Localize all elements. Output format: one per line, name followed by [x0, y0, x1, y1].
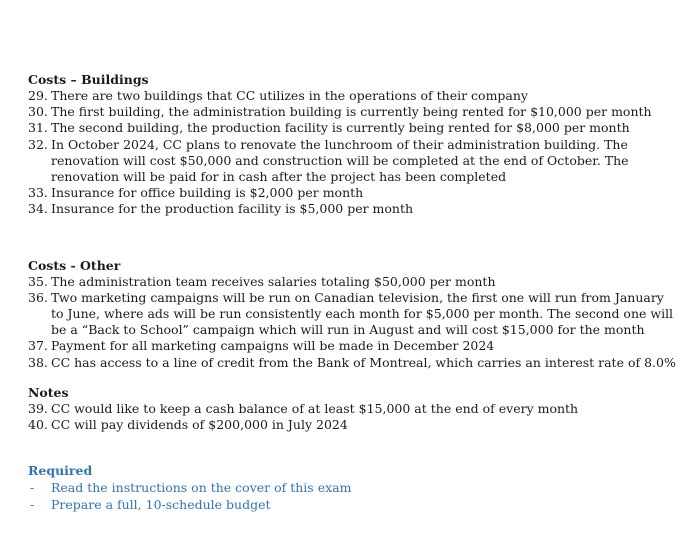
item-number: 31. [28, 120, 48, 136]
item-number: 30. [28, 104, 48, 120]
item-number: 34. [28, 201, 48, 217]
section-title-notes: Notes [28, 384, 69, 400]
spacer [28, 218, 678, 258]
item-text: Two marketing campaigns will be run on Canadian television, the first one will run from January to June, where ads will be run consistently each month for $5,000 per month. The second one will be a “Back to School” campaign which will run in August and will cost $15,000 for the month [51, 289, 674, 338]
buildings-list [28, 88, 678, 218]
list-item [28, 120, 678, 136]
list-item [28, 401, 678, 417]
required-list [28, 479, 678, 513]
item-text: The second building, the production facility is currently being rented for $8,000 per month [51, 120, 630, 136]
list-item [28, 479, 678, 496]
item-text: The first building, the administration building is currently being rented for $10,000 per month [51, 104, 652, 120]
bullet-dash: - [30, 497, 35, 513]
item-text: In October 2024, CC plans to renovate the lunchroom of their administration building. The renovation will cost $50,000 and construction will be completed at the end of October. The renovation will be paid for in cash after the project has been completed [51, 136, 629, 185]
item-number: 33. [28, 185, 48, 201]
item-text: CC has access to a line of credit from the Bank of Montreal, which carries an interest rate of 8.0% [51, 354, 676, 370]
list-item [28, 88, 678, 104]
item-number: 37. [28, 338, 48, 354]
list-item [28, 201, 678, 217]
list-item [28, 417, 678, 433]
item-text: CC will pay dividends of $200,000 in July 2024 [51, 417, 348, 433]
spacer [28, 433, 678, 463]
list-item [28, 496, 678, 513]
item-text: Read the instructions on the cover of this exam [51, 480, 352, 496]
section-notes [28, 385, 678, 433]
list-item [28, 137, 678, 186]
list-item [28, 338, 678, 354]
list-item [28, 274, 678, 290]
item-number: 40. [28, 417, 48, 433]
section-title-other: Costs - Other [28, 257, 121, 273]
item-text: Insurance for office building is $2,000 per month [51, 185, 364, 201]
section-costs-buildings [28, 72, 678, 218]
notes-list [28, 401, 678, 433]
item-text: The administration team receives salaries totaling $50,000 per month [51, 273, 496, 289]
item-number: 32. [28, 136, 48, 152]
item-text: There are two buildings that CC utilizes in the operations of their company [51, 88, 528, 103]
item-text: CC would like to keep a cash balance of at least $15,000 at the end of every month [51, 400, 579, 416]
item-number: 38. [28, 354, 48, 370]
item-number: 36. [28, 289, 48, 305]
bullet-dash: - [30, 480, 35, 496]
exam-page [28, 72, 678, 513]
item-text: Payment for all marketing campaigns will be made in December 2024 [51, 338, 495, 354]
item-text: Prepare a full, 10-schedule budget [51, 497, 271, 513]
section-title-buildings: Costs – Buildings [28, 72, 149, 87]
section-title-required: Required [28, 463, 93, 479]
list-item [28, 185, 678, 201]
item-number: 35. [28, 273, 48, 289]
item-text: Insurance for the production facility is $5,000 per month [51, 201, 414, 217]
item-number: 29. [28, 88, 48, 103]
section-costs-other [28, 258, 678, 371]
section-required [28, 463, 678, 513]
list-item [28, 104, 678, 120]
item-number: 39. [28, 400, 48, 416]
list-item [28, 290, 678, 339]
list-item [28, 355, 678, 371]
other-list [28, 274, 678, 371]
spacer [28, 371, 678, 385]
